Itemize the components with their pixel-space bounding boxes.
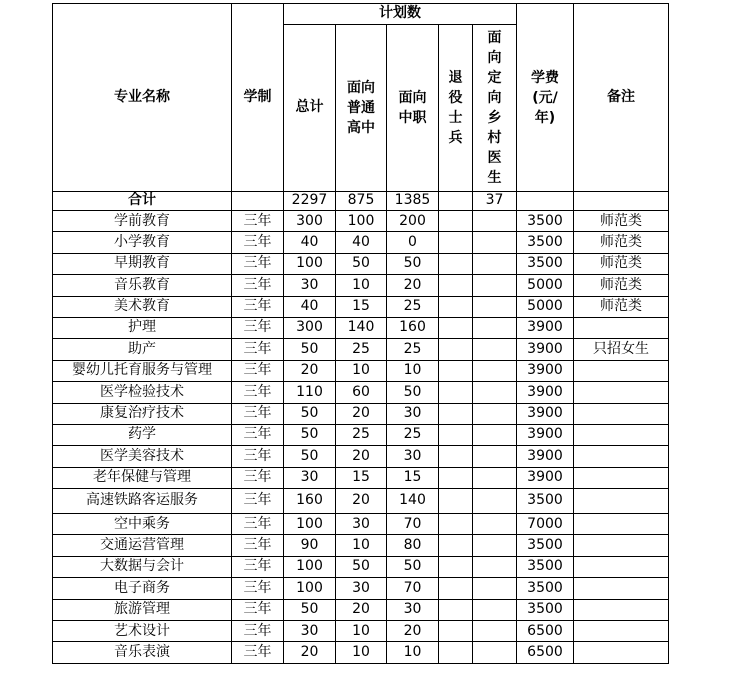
cell-tuition: 3500 [517, 232, 574, 253]
cell-rural-doctor [473, 424, 517, 445]
header-general-high [336, 25, 387, 192]
cell-duration: 三年 [232, 467, 284, 488]
cell-vocational: 0 [387, 232, 439, 253]
cell-veterans [439, 535, 473, 556]
cell-major: 助产 [53, 339, 232, 360]
table-row [53, 339, 669, 360]
cell-tuition: 3900 [517, 382, 574, 403]
header-veterans-text: 退 役 士 兵 [448, 70, 463, 146]
cell-tuition: 3500 [517, 211, 574, 232]
cell-tuition: 3900 [517, 467, 574, 488]
cell-vocational: 30 [387, 599, 439, 620]
cell-major: 学前教育 [53, 211, 232, 232]
cell-total: 20 [284, 642, 336, 663]
cell-total: 300 [284, 317, 336, 338]
cell-general-high: 60 [336, 382, 387, 403]
cell-vocational: 80 [387, 535, 439, 556]
cell-duration: 三年 [232, 642, 284, 663]
cell-total: 20 [284, 360, 336, 381]
cell-tuition: 3900 [517, 424, 574, 445]
header-rural-doctor [473, 25, 517, 192]
cell-total: 30 [284, 275, 336, 296]
table-row [53, 275, 669, 296]
cell-veterans [439, 489, 473, 514]
cell-total: 100 [284, 578, 336, 599]
total-row [53, 192, 669, 211]
cell-general-high: 10 [336, 360, 387, 381]
cell-total: 110 [284, 382, 336, 403]
cell-remarks [574, 403, 669, 424]
cell-duration: 三年 [232, 489, 284, 514]
cell-vocational: 20 [387, 621, 439, 642]
cell-remarks [574, 382, 669, 403]
cell-remarks [574, 489, 669, 514]
cell-total: 90 [284, 535, 336, 556]
cell-duration: 三年 [232, 599, 284, 620]
header-veterans [439, 25, 473, 192]
table-row [53, 296, 669, 317]
cell-vocational: 200 [387, 211, 439, 232]
cell-tuition: 3900 [517, 446, 574, 467]
cell-general-high: 10 [336, 621, 387, 642]
cell-duration: 三年 [232, 253, 284, 274]
cell-total: 50 [284, 339, 336, 360]
cell-vocational: 50 [387, 382, 439, 403]
cell-tuition: 6500 [517, 621, 574, 642]
cell-veterans [439, 556, 473, 577]
cell-general-high: 15 [336, 296, 387, 317]
header-vocational [387, 25, 439, 192]
cell-rural-doctor [473, 403, 517, 424]
cell-vocational: 25 [387, 296, 439, 317]
cell-general-high: 25 [336, 424, 387, 445]
header-rural-doctor-text: 面 向 定 向 乡 村 医 生 [487, 30, 502, 186]
cell-major: 美术教育 [53, 296, 232, 317]
cell-rural-doctor [473, 211, 517, 232]
cell-rural-doctor [473, 489, 517, 514]
cell-general-high: 10 [336, 642, 387, 663]
cell-total: 40 [284, 232, 336, 253]
cell-rural-doctor [473, 232, 517, 253]
cell-veterans [439, 317, 473, 338]
cell-vocational: 30 [387, 446, 439, 467]
cell-major: 药学 [53, 424, 232, 445]
cell-vocational: 160 [387, 317, 439, 338]
cell-tuition: 5000 [517, 296, 574, 317]
cell-total: 100 [284, 514, 336, 535]
total-label: 合计 [53, 192, 232, 211]
cell-remarks: 师范类 [574, 275, 669, 296]
total-vocational: 1385 [387, 192, 439, 211]
cell-rural-doctor [473, 296, 517, 317]
cell-major: 婴幼儿托育服务与管理 [53, 360, 232, 381]
header-total: 总计 [284, 25, 336, 192]
header-general-high-text: 面向 普通 高中 [347, 80, 375, 136]
cell-general-high: 15 [336, 467, 387, 488]
table-row [53, 424, 669, 445]
cell-major: 交通运营管理 [53, 535, 232, 556]
header-plan-group: 计划数 [284, 4, 517, 25]
cell-duration: 三年 [232, 621, 284, 642]
total-general-high: 875 [336, 192, 387, 211]
total-rural-doctor: 37 [473, 192, 517, 211]
cell-veterans [439, 232, 473, 253]
header-vocational-text: 面向 中职 [398, 90, 427, 126]
header-duration: 学制 [232, 4, 284, 192]
cell-general-high: 50 [336, 556, 387, 577]
cell-major: 旅游管理 [53, 599, 232, 620]
cell-veterans [439, 621, 473, 642]
cell-veterans [439, 578, 473, 599]
cell-veterans [439, 642, 473, 663]
cell-total: 30 [284, 621, 336, 642]
cell-total: 50 [284, 446, 336, 467]
cell-total: 160 [284, 489, 336, 514]
cell-major: 大数据与会计 [53, 556, 232, 577]
cell-rural-doctor [473, 446, 517, 467]
cell-rural-doctor [473, 253, 517, 274]
cell-rural-doctor [473, 514, 517, 535]
cell-duration: 三年 [232, 446, 284, 467]
enrollment-plan-table [52, 3, 669, 664]
cell-vocational: 10 [387, 642, 439, 663]
cell-major: 小学教育 [53, 232, 232, 253]
cell-rural-doctor [473, 339, 517, 360]
cell-total: 50 [284, 424, 336, 445]
cell-total: 300 [284, 211, 336, 232]
cell-general-high: 20 [336, 403, 387, 424]
table-header [53, 4, 669, 192]
cell-vocational: 30 [387, 403, 439, 424]
cell-remarks [574, 599, 669, 620]
table-row [53, 621, 669, 642]
cell-general-high: 40 [336, 232, 387, 253]
cell-tuition: 3900 [517, 317, 574, 338]
cell-remarks [574, 578, 669, 599]
table-row [53, 446, 669, 467]
cell-major: 音乐表演 [53, 642, 232, 663]
cell-remarks [574, 514, 669, 535]
cell-major: 音乐教育 [53, 275, 232, 296]
cell-vocational: 15 [387, 467, 439, 488]
cell-vocational: 70 [387, 578, 439, 599]
cell-duration: 三年 [232, 360, 284, 381]
cell-remarks [574, 535, 669, 556]
cell-duration: 三年 [232, 556, 284, 577]
cell-rural-doctor [473, 275, 517, 296]
cell-vocational: 50 [387, 556, 439, 577]
cell-major: 高速铁路客运服务 [53, 489, 232, 514]
cell-duration: 三年 [232, 339, 284, 360]
cell-tuition: 3900 [517, 339, 574, 360]
cell-rural-doctor [473, 621, 517, 642]
cell-duration: 三年 [232, 232, 284, 253]
enrollment-plan-table-container [52, 3, 669, 664]
cell-duration: 三年 [232, 296, 284, 317]
table-row [53, 382, 669, 403]
cell-remarks [574, 642, 669, 663]
table-row [53, 599, 669, 620]
cell-vocational: 20 [387, 275, 439, 296]
cell-total: 50 [284, 599, 336, 620]
cell-vocational: 50 [387, 253, 439, 274]
cell-remarks: 只招女生 [574, 339, 669, 360]
cell-major: 早期教育 [53, 253, 232, 274]
cell-tuition: 6500 [517, 642, 574, 663]
total-tuition [517, 192, 574, 211]
cell-general-high: 20 [336, 489, 387, 514]
cell-tuition: 3900 [517, 360, 574, 381]
table-row [53, 253, 669, 274]
total-total: 2297 [284, 192, 336, 211]
cell-duration: 三年 [232, 424, 284, 445]
cell-vocational: 25 [387, 424, 439, 445]
cell-general-high: 30 [336, 514, 387, 535]
cell-general-high: 25 [336, 339, 387, 360]
cell-general-high: 10 [336, 275, 387, 296]
cell-veterans [439, 599, 473, 620]
cell-rural-doctor [473, 360, 517, 381]
cell-veterans [439, 446, 473, 467]
cell-major: 艺术设计 [53, 621, 232, 642]
cell-duration: 三年 [232, 275, 284, 296]
cell-tuition: 3500 [517, 578, 574, 599]
table-row [53, 578, 669, 599]
cell-general-high: 10 [336, 535, 387, 556]
header-tuition-text: 学费 (元/ 年) [531, 69, 559, 126]
total-duration [232, 192, 284, 211]
cell-general-high: 30 [336, 578, 387, 599]
cell-vocational: 70 [387, 514, 439, 535]
cell-general-high: 50 [336, 253, 387, 274]
cell-tuition: 5000 [517, 275, 574, 296]
cell-duration: 三年 [232, 211, 284, 232]
cell-tuition: 7000 [517, 514, 574, 535]
cell-veterans [439, 211, 473, 232]
table-row [53, 403, 669, 424]
cell-vocational: 25 [387, 339, 439, 360]
cell-general-high: 20 [336, 599, 387, 620]
table-row [53, 642, 669, 663]
cell-veterans [439, 296, 473, 317]
cell-veterans [439, 424, 473, 445]
table-row [53, 360, 669, 381]
cell-veterans [439, 275, 473, 296]
cell-veterans [439, 467, 473, 488]
cell-remarks [574, 360, 669, 381]
cell-rural-doctor [473, 467, 517, 488]
cell-remarks [574, 467, 669, 488]
cell-remarks: 师范类 [574, 296, 669, 317]
cell-total: 30 [284, 467, 336, 488]
cell-rural-doctor [473, 556, 517, 577]
cell-tuition: 3500 [517, 535, 574, 556]
total-veterans [439, 192, 473, 211]
cell-duration: 三年 [232, 514, 284, 535]
table-body [53, 192, 669, 664]
cell-tuition: 3500 [517, 489, 574, 514]
cell-total: 40 [284, 296, 336, 317]
cell-rural-doctor [473, 599, 517, 620]
total-remarks [574, 192, 669, 211]
cell-remarks [574, 621, 669, 642]
cell-veterans [439, 253, 473, 274]
cell-tuition: 3500 [517, 253, 574, 274]
table-row [53, 317, 669, 338]
cell-total: 100 [284, 556, 336, 577]
cell-major: 康复治疗技术 [53, 403, 232, 424]
cell-remarks: 师范类 [574, 253, 669, 274]
table-row [53, 556, 669, 577]
table-row [53, 489, 669, 514]
cell-remarks: 师范类 [574, 211, 669, 232]
cell-remarks: 师范类 [574, 232, 669, 253]
table-row [53, 535, 669, 556]
cell-duration: 三年 [232, 382, 284, 403]
table-row [53, 467, 669, 488]
cell-veterans [439, 403, 473, 424]
table-row [53, 232, 669, 253]
cell-general-high: 20 [336, 446, 387, 467]
cell-remarks [574, 446, 669, 467]
cell-total: 50 [284, 403, 336, 424]
cell-remarks [574, 317, 669, 338]
header-tuition [517, 4, 574, 192]
cell-rural-doctor [473, 317, 517, 338]
cell-vocational: 10 [387, 360, 439, 381]
cell-duration: 三年 [232, 535, 284, 556]
table-row [53, 211, 669, 232]
cell-rural-doctor [473, 578, 517, 599]
cell-major: 空中乘务 [53, 514, 232, 535]
cell-veterans [439, 360, 473, 381]
cell-duration: 三年 [232, 403, 284, 424]
cell-vocational: 140 [387, 489, 439, 514]
header-remarks: 备注 [574, 4, 669, 192]
cell-remarks [574, 424, 669, 445]
cell-remarks [574, 556, 669, 577]
cell-veterans [439, 382, 473, 403]
cell-general-high: 140 [336, 317, 387, 338]
cell-rural-doctor [473, 535, 517, 556]
cell-major: 护理 [53, 317, 232, 338]
cell-major: 老年保健与管理 [53, 467, 232, 488]
cell-duration: 三年 [232, 578, 284, 599]
cell-veterans [439, 514, 473, 535]
cell-tuition: 3500 [517, 599, 574, 620]
cell-rural-doctor [473, 642, 517, 663]
cell-total: 100 [284, 253, 336, 274]
cell-rural-doctor [473, 382, 517, 403]
cell-major: 医学美容技术 [53, 446, 232, 467]
cell-tuition: 3500 [517, 556, 574, 577]
cell-duration: 三年 [232, 317, 284, 338]
cell-veterans [439, 339, 473, 360]
cell-major: 电子商务 [53, 578, 232, 599]
table-row [53, 514, 669, 535]
cell-major: 医学检验技术 [53, 382, 232, 403]
header-major: 专业名称 [53, 4, 232, 192]
cell-general-high: 100 [336, 211, 387, 232]
cell-tuition: 3900 [517, 403, 574, 424]
